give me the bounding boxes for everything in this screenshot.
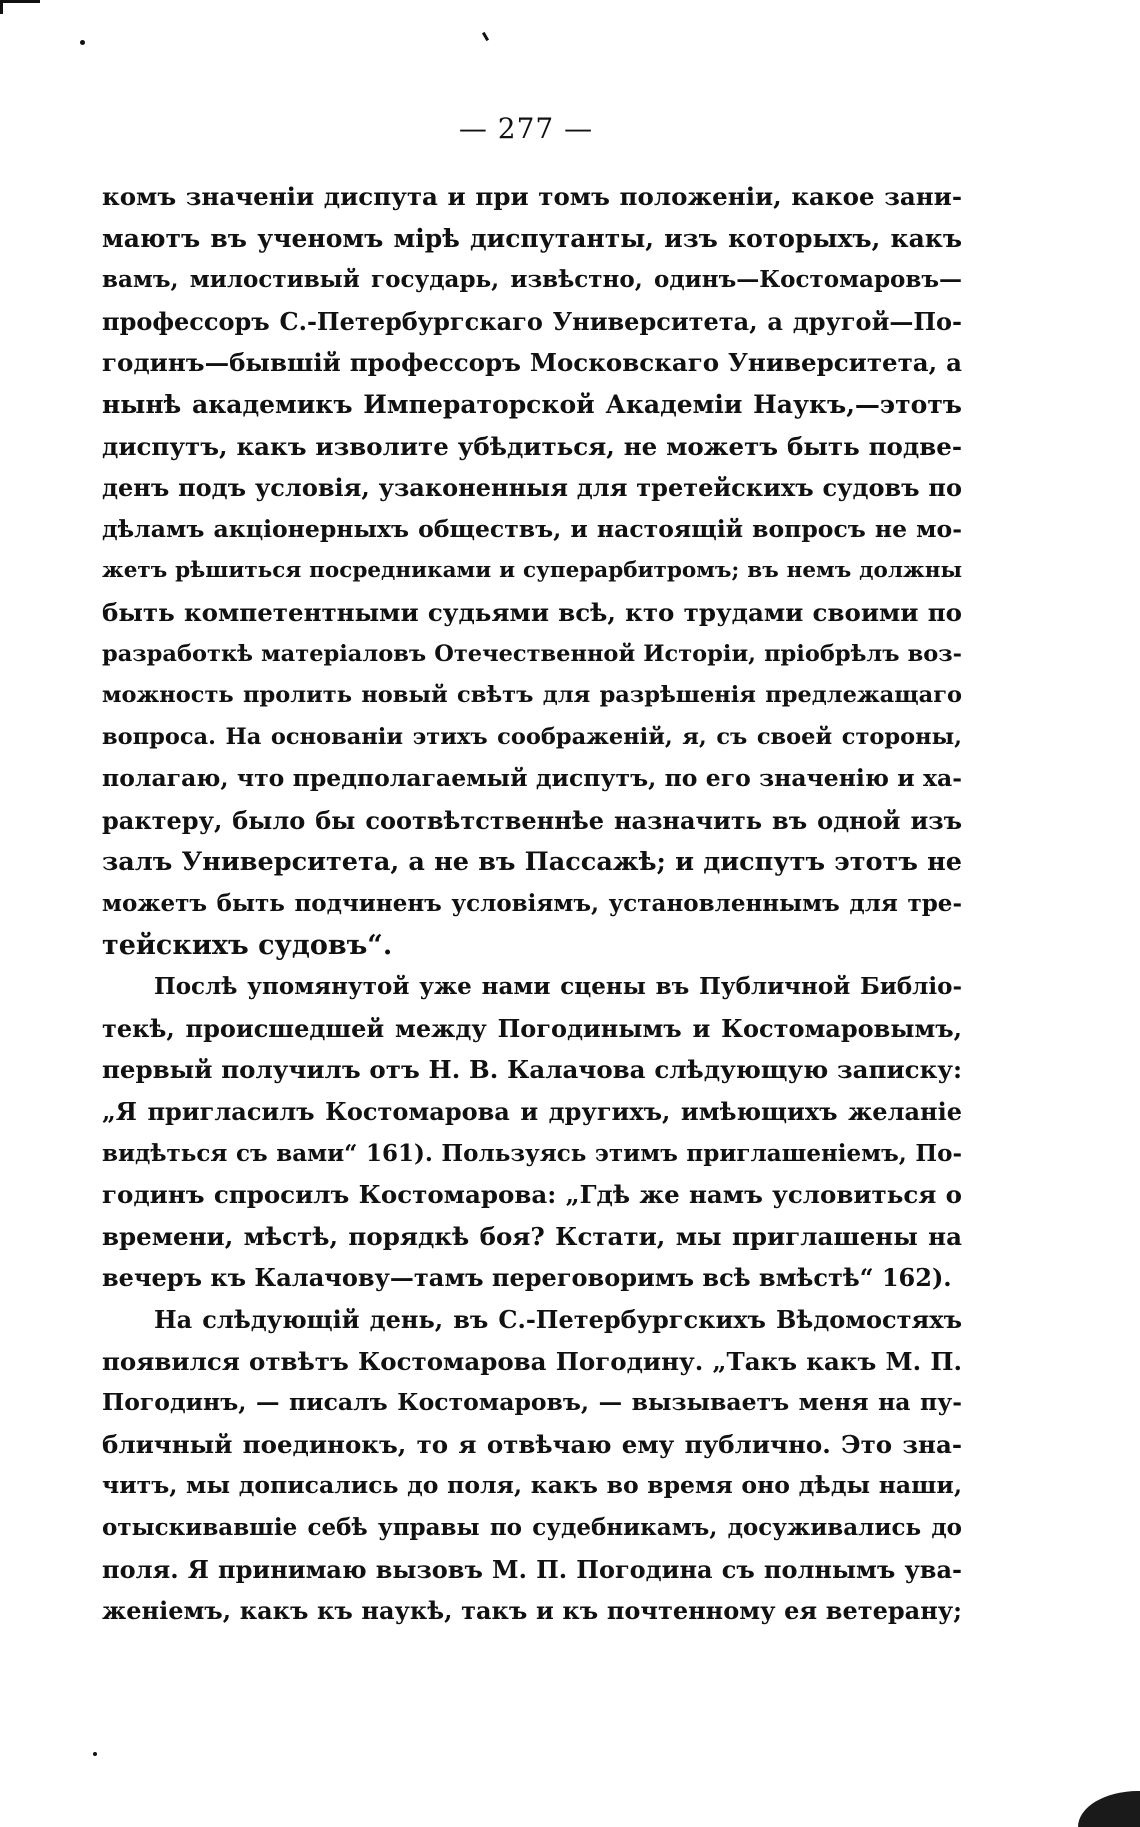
text-line: первый получилъ отъ Н. В. Калачова слѣдующую записку:	[102, 1055, 962, 1085]
paragraph-start-line: На слѣдующій день, въ С.-Петербургскихъ Вѣдомостяхъ	[154, 1305, 962, 1335]
text-line: вамъ, милостивый государь, извѣстно, одинъ—Костомаровъ—	[102, 266, 962, 294]
scan-speck	[93, 1752, 97, 1756]
text-line: разработкѣ матеріаловъ Отечественной Исторіи, пріобрѣлъ воз-	[102, 640, 962, 667]
text-line: диспутъ, какъ изволите убѣдиться, не можетъ быть подве-	[102, 431, 962, 461]
thumb-shadow	[1078, 1791, 1140, 1827]
text-line: женіемъ, какъ къ наукѣ, такъ и къ почтенному ея ветерану;	[102, 1596, 962, 1626]
scan-speck	[80, 40, 85, 45]
text-line: профессоръ С.-Петербургскаго Университета, а другой—По-	[102, 306, 962, 336]
text-line: появился отвѣтъ Костомарова Погодину. „Такъ какъ М. П.	[102, 1346, 962, 1376]
text-line: читъ, мы дописались до поля, какъ во время оно дѣды наши,	[102, 1471, 962, 1500]
scan-speck	[482, 32, 489, 41]
text-line: быть компетентными судьями всѣ, кто трудами своими по	[102, 597, 962, 627]
text-line: дѣламъ акціонерныхъ обществъ, и настоящій вопросъ не мо-	[102, 514, 962, 543]
text-line: маютъ въ ученомъ мірѣ диспутанты, изъ которыхъ, какъ	[102, 223, 962, 253]
text-line: видѣться съ вами“ 161). Пользуясь этимъ приглашеніемъ, По-	[102, 1139, 962, 1167]
text-line: жетъ рѣшиться посредниками и суперарбитромъ; въ немъ должны	[102, 558, 962, 584]
text-line: бличный поединокъ, то я отвѣчаю ему публично. Это зна-	[102, 1429, 962, 1459]
text-line: „Я пригласилъ Костомарова и другихъ, имѣющихъ желаніе	[102, 1097, 962, 1127]
scan-corner-mark	[0, 0, 40, 3]
text-line: Погодинъ, — писалъ Костомаровъ, — вызываетъ меня на пу-	[102, 1388, 962, 1417]
text-line: годинъ спросилъ Костомарова: „Гдѣ же намъ условиться о	[102, 1180, 962, 1210]
text-line: отыскивавшіе себѣ управы по судебникамъ, досуживались до	[102, 1514, 962, 1541]
page-number: — 277 —	[458, 112, 594, 145]
body-text	[102, 176, 962, 1632]
text-line: вопроса. На основаніи этихъ соображеній, я, съ своей стороны,	[102, 723, 962, 750]
text-line: залъ Университета, а не въ Пассажѣ; и диспутъ этотъ не	[102, 846, 962, 877]
text-line: текѣ, происшедшей между Погодинымъ и Костомаровымъ,	[102, 1013, 962, 1043]
text-line: нынѣ академикъ Императорской Академіи Наукъ,—этотъ	[102, 389, 962, 419]
text-line: полагаю, что предполагаемый диспутъ, по его значенію и ха-	[102, 764, 962, 793]
text-line: денъ подъ условія, узаконенныя для третейскихъ судовъ по	[102, 473, 962, 503]
scan-corner-mark	[0, 0, 3, 14]
text-line: рактеру, было бы соотвѣтственнѣе назначить въ одной изъ	[102, 805, 962, 835]
paragraph-start-line: Послѣ упомянутой уже нами сцены въ Публичной Библіо-	[154, 973, 962, 1001]
text-line: можность пролить новый свѣтъ для разрѣшенія предлежащаго	[102, 682, 962, 709]
text-line: поля. Я принимаю вызовъ М. П. Погодина съ полнымъ ува-	[102, 1554, 962, 1584]
text-line: годинъ—бывшій профессоръ Московскаго Университета, а	[102, 348, 962, 378]
text-line: можетъ быть подчиненъ условіямъ, установленнымъ для тре-	[102, 890, 962, 918]
text-line: времени, мѣстѣ, порядкѣ боя? Кстати, мы приглашены на	[102, 1221, 962, 1251]
text-line: комъ значеніи диспута и при томъ положеніи, какое зани-	[102, 182, 962, 211]
text-line: вечеръ къ Калачову—тамъ переговоримъ всѣ вмѣстѣ“ 162).	[102, 1263, 952, 1293]
text-line: тейскихъ судовъ“.	[102, 929, 393, 961]
